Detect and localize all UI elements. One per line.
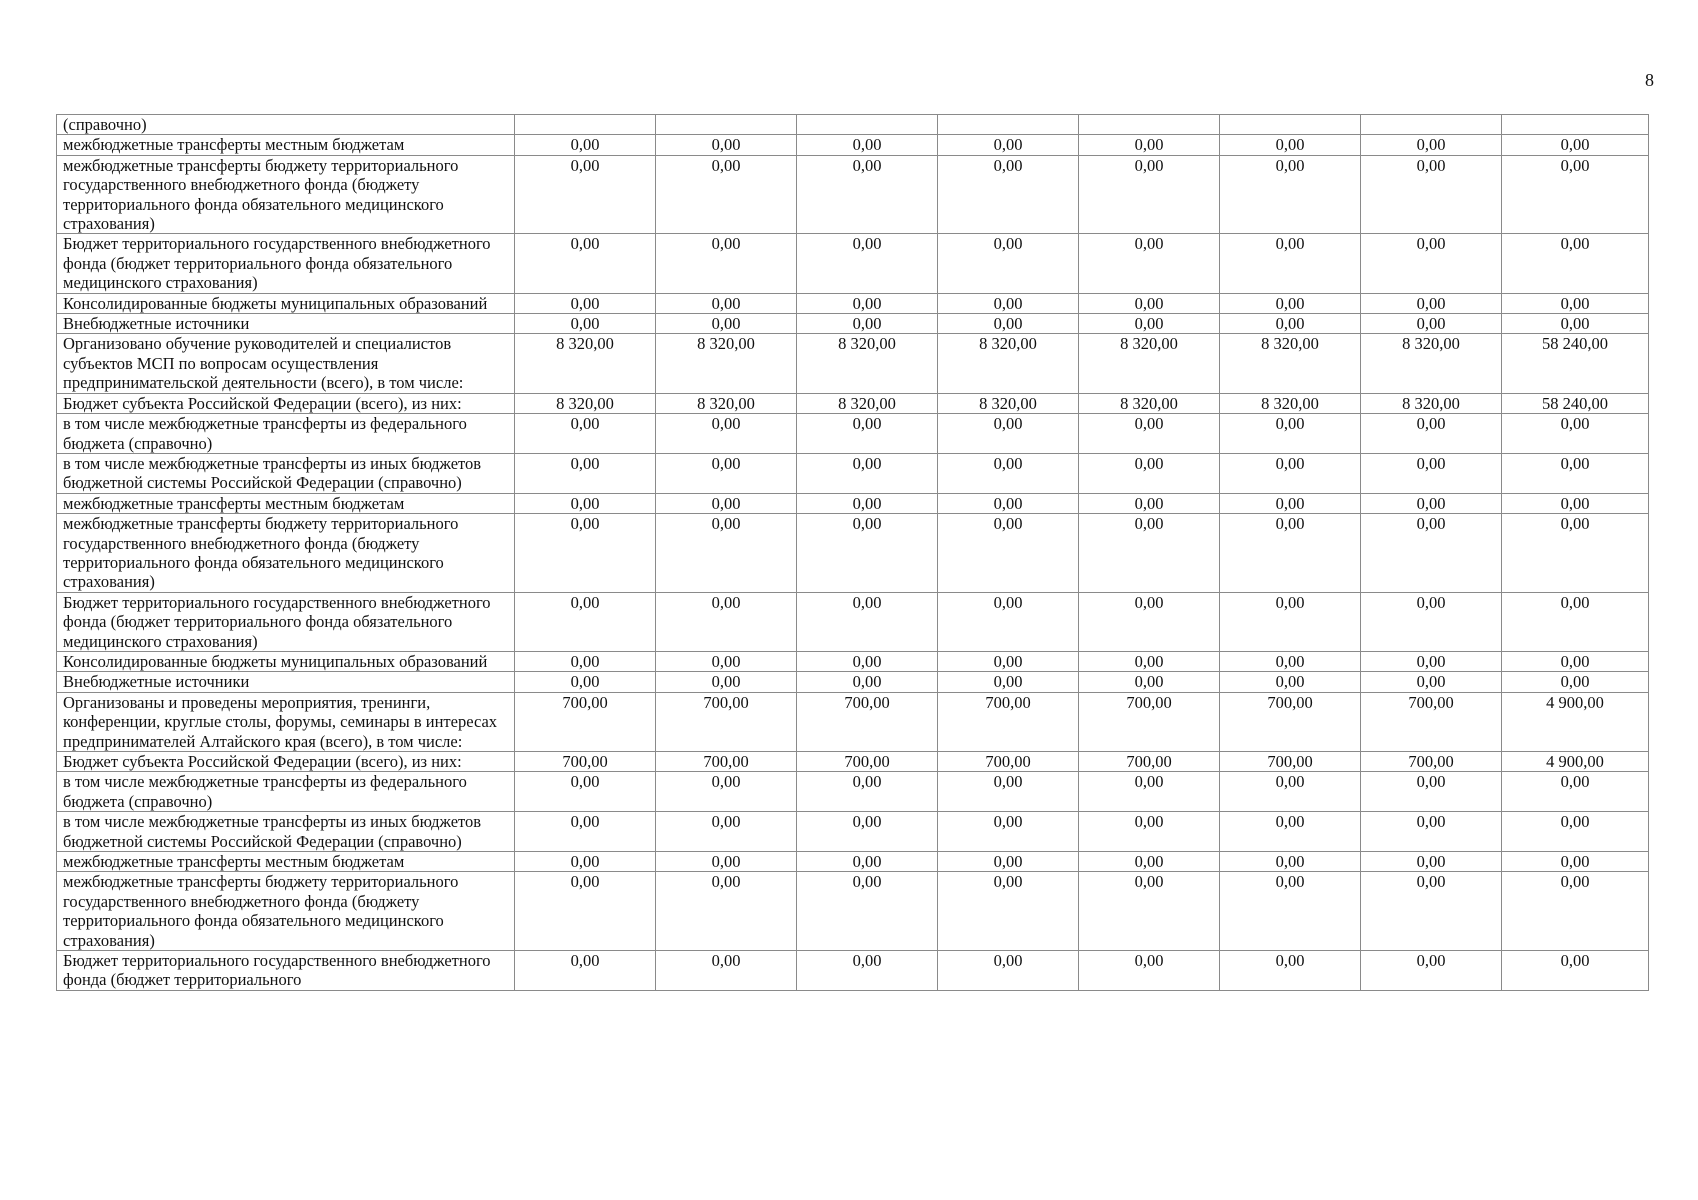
table-row	[57, 514, 1649, 593]
value-cell: 0,00	[656, 314, 797, 334]
value-cell: 0,00	[515, 592, 656, 651]
value-cell: 700,00	[1220, 752, 1361, 772]
table-row	[57, 234, 1649, 293]
row-label: в том числе межбюджетные трансферты из иных бюджетов бюджетной системы Российской Федерации (справочно)	[57, 812, 515, 852]
value-cell: 0,00	[515, 951, 656, 991]
value-cell: 0,00	[797, 812, 938, 852]
row-label: межбюджетные трансферты бюджету территориального государственного внебюджетного фонда (бюджету территориального фонда обязательного медицинского страхования)	[57, 514, 515, 593]
value-cell: 0,00	[656, 493, 797, 513]
value-cell: 8 320,00	[797, 393, 938, 413]
value-cell: 0,00	[797, 493, 938, 513]
table-row	[57, 772, 1649, 812]
value-cell: 0,00	[938, 772, 1079, 812]
value-cell: 0,00	[938, 592, 1079, 651]
row-label: межбюджетные трансферты бюджету территориального государственного внебюджетного фонда (бюджету территориального фонда обязательного медицинского страхования)	[57, 155, 515, 234]
value-cell: 0,00	[1361, 672, 1502, 692]
value-cell: 0,00	[938, 514, 1079, 593]
value-cell: 0,00	[656, 234, 797, 293]
table-row	[57, 872, 1649, 951]
row-label: межбюджетные трансферты местным бюджетам	[57, 852, 515, 872]
page-number: 8	[1645, 70, 1654, 90]
value-cell: 0,00	[1220, 812, 1361, 852]
table-row	[57, 672, 1649, 692]
table-row	[57, 314, 1649, 334]
value-cell: 8 320,00	[1361, 334, 1502, 393]
table-row	[57, 651, 1649, 671]
total-cell: 0,00	[1502, 812, 1649, 852]
table-row	[57, 852, 1649, 872]
total-cell: 0,00	[1502, 772, 1649, 812]
value-cell: 700,00	[1079, 752, 1220, 772]
value-cell: 0,00	[1079, 514, 1220, 593]
value-cell: 0,00	[1079, 651, 1220, 671]
row-label: (справочно)	[57, 115, 515, 135]
table-row	[57, 115, 1649, 135]
total-cell: 0,00	[1502, 872, 1649, 951]
table-row	[57, 692, 1649, 751]
value-cell	[1079, 115, 1220, 135]
value-cell: 0,00	[1361, 234, 1502, 293]
value-cell: 0,00	[1220, 493, 1361, 513]
value-cell: 0,00	[656, 852, 797, 872]
total-cell: 0,00	[1502, 155, 1649, 234]
value-cell: 0,00	[1220, 414, 1361, 454]
total-cell: 0,00	[1502, 414, 1649, 454]
value-cell: 8 320,00	[1079, 334, 1220, 393]
value-cell: 0,00	[1361, 852, 1502, 872]
value-cell: 0,00	[797, 414, 938, 454]
value-cell: 0,00	[797, 314, 938, 334]
value-cell: 0,00	[797, 672, 938, 692]
value-cell	[938, 115, 1079, 135]
table-row	[57, 951, 1649, 991]
value-cell: 8 320,00	[515, 334, 656, 393]
value-cell: 0,00	[1361, 651, 1502, 671]
value-cell: 0,00	[1220, 672, 1361, 692]
row-label: Бюджет территориального государственного внебюджетного фонда (бюджет территориального фонда обязательного медицинского страхования)	[57, 234, 515, 293]
value-cell: 0,00	[656, 592, 797, 651]
value-cell: 0,00	[1220, 852, 1361, 872]
value-cell: 0,00	[656, 812, 797, 852]
value-cell: 0,00	[1361, 314, 1502, 334]
total-cell: 0,00	[1502, 514, 1649, 593]
table-row	[57, 493, 1649, 513]
value-cell: 0,00	[938, 453, 1079, 493]
value-cell: 0,00	[1079, 772, 1220, 812]
value-cell: 0,00	[1079, 872, 1220, 951]
value-cell: 0,00	[1079, 234, 1220, 293]
value-cell: 0,00	[1079, 852, 1220, 872]
value-cell: 0,00	[1220, 314, 1361, 334]
value-cell: 8 320,00	[1220, 334, 1361, 393]
value-cell: 0,00	[797, 592, 938, 651]
value-cell: 0,00	[1079, 155, 1220, 234]
value-cell: 0,00	[515, 453, 656, 493]
value-cell: 0,00	[938, 314, 1079, 334]
value-cell: 700,00	[515, 692, 656, 751]
value-cell: 0,00	[797, 514, 938, 593]
value-cell	[515, 115, 656, 135]
value-cell: 0,00	[797, 951, 938, 991]
value-cell: 0,00	[938, 293, 1079, 313]
row-label: Консолидированные бюджеты муниципальных образований	[57, 651, 515, 671]
value-cell: 0,00	[1220, 155, 1361, 234]
value-cell: 0,00	[938, 812, 1079, 852]
value-cell: 700,00	[938, 752, 1079, 772]
value-cell	[1220, 115, 1361, 135]
value-cell	[656, 115, 797, 135]
value-cell: 0,00	[797, 453, 938, 493]
value-cell: 0,00	[1220, 514, 1361, 593]
value-cell: 700,00	[938, 692, 1079, 751]
total-cell	[1502, 115, 1649, 135]
table-row	[57, 812, 1649, 852]
table-row	[57, 592, 1649, 651]
row-label: в том числе межбюджетные трансферты из иных бюджетов бюджетной системы Российской Федерации (справочно)	[57, 453, 515, 493]
value-cell: 0,00	[515, 414, 656, 454]
value-cell: 0,00	[515, 234, 656, 293]
row-label: межбюджетные трансферты местным бюджетам	[57, 493, 515, 513]
value-cell: 0,00	[797, 852, 938, 872]
value-cell: 0,00	[797, 234, 938, 293]
value-cell: 0,00	[1220, 293, 1361, 313]
value-cell: 0,00	[1361, 453, 1502, 493]
value-cell: 0,00	[797, 135, 938, 155]
value-cell: 700,00	[1079, 692, 1220, 751]
value-cell: 0,00	[1361, 155, 1502, 234]
value-cell: 0,00	[515, 155, 656, 234]
value-cell: 0,00	[1220, 651, 1361, 671]
table-body	[57, 115, 1649, 991]
value-cell: 0,00	[515, 772, 656, 812]
row-label: Консолидированные бюджеты муниципальных образований	[57, 293, 515, 313]
table-row	[57, 393, 1649, 413]
value-cell: 0,00	[797, 293, 938, 313]
value-cell: 8 320,00	[656, 334, 797, 393]
total-cell: 58 240,00	[1502, 334, 1649, 393]
value-cell: 0,00	[515, 314, 656, 334]
value-cell: 8 320,00	[797, 334, 938, 393]
value-cell: 700,00	[1361, 752, 1502, 772]
value-cell: 0,00	[938, 951, 1079, 991]
value-cell: 0,00	[1220, 772, 1361, 812]
value-cell: 0,00	[1079, 414, 1220, 454]
value-cell: 0,00	[938, 872, 1079, 951]
budget-table	[56, 114, 1649, 991]
value-cell: 8 320,00	[656, 393, 797, 413]
value-cell: 8 320,00	[515, 393, 656, 413]
value-cell: 0,00	[1220, 951, 1361, 991]
value-cell: 0,00	[515, 651, 656, 671]
value-cell: 700,00	[1361, 692, 1502, 751]
value-cell	[797, 115, 938, 135]
value-cell: 0,00	[1361, 414, 1502, 454]
value-cell: 0,00	[1361, 812, 1502, 852]
value-cell: 0,00	[1079, 672, 1220, 692]
row-label: Бюджет субъекта Российской Федерации (всего), из них:	[57, 393, 515, 413]
table-row	[57, 453, 1649, 493]
row-label: в том числе межбюджетные трансферты из федерального бюджета (справочно)	[57, 772, 515, 812]
value-cell	[1361, 115, 1502, 135]
value-cell: 0,00	[1079, 453, 1220, 493]
value-cell: 0,00	[656, 651, 797, 671]
value-cell: 0,00	[938, 852, 1079, 872]
value-cell: 0,00	[656, 514, 797, 593]
row-label: Бюджет субъекта Российской Федерации (всего), из них:	[57, 752, 515, 772]
value-cell: 700,00	[515, 752, 656, 772]
value-cell: 0,00	[1361, 772, 1502, 812]
value-cell: 0,00	[1079, 592, 1220, 651]
value-cell: 0,00	[1220, 135, 1361, 155]
value-cell: 0,00	[656, 672, 797, 692]
value-cell: 0,00	[515, 493, 656, 513]
total-cell: 0,00	[1502, 314, 1649, 334]
value-cell: 0,00	[1361, 951, 1502, 991]
value-cell: 0,00	[797, 155, 938, 234]
total-cell: 0,00	[1502, 453, 1649, 493]
value-cell: 0,00	[1361, 872, 1502, 951]
value-cell: 0,00	[515, 293, 656, 313]
value-cell: 0,00	[797, 651, 938, 671]
value-cell: 0,00	[1079, 293, 1220, 313]
total-cell: 0,00	[1502, 592, 1649, 651]
row-label: в том числе межбюджетные трансферты из федерального бюджета (справочно)	[57, 414, 515, 454]
value-cell: 0,00	[656, 872, 797, 951]
value-cell: 0,00	[1220, 453, 1361, 493]
value-cell: 700,00	[656, 692, 797, 751]
total-cell: 0,00	[1502, 234, 1649, 293]
value-cell: 0,00	[656, 293, 797, 313]
total-cell: 0,00	[1502, 293, 1649, 313]
value-cell: 0,00	[656, 772, 797, 812]
row-label: Бюджет территориального государственного внебюджетного фонда (бюджет территориального фонда обязательного медицинского страхования)	[57, 592, 515, 651]
value-cell: 700,00	[656, 752, 797, 772]
row-label: Организованы и проведены мероприятия, тренинги, конференции, круглые столы, форумы, семинары в интересах предпринимателей Алтайского края (всего), в том числе:	[57, 692, 515, 751]
value-cell: 700,00	[797, 692, 938, 751]
value-cell: 0,00	[656, 453, 797, 493]
value-cell: 0,00	[656, 414, 797, 454]
value-cell: 0,00	[515, 135, 656, 155]
table-row	[57, 135, 1649, 155]
value-cell: 0,00	[1361, 514, 1502, 593]
value-cell: 0,00	[515, 812, 656, 852]
table-row	[57, 334, 1649, 393]
table-row	[57, 293, 1649, 313]
value-cell: 0,00	[1361, 135, 1502, 155]
value-cell: 0,00	[1220, 234, 1361, 293]
table-row	[57, 414, 1649, 454]
value-cell: 8 320,00	[1220, 393, 1361, 413]
value-cell: 0,00	[1079, 314, 1220, 334]
value-cell: 0,00	[656, 951, 797, 991]
value-cell: 0,00	[1220, 592, 1361, 651]
row-label: межбюджетные трансферты местным бюджетам	[57, 135, 515, 155]
value-cell: 0,00	[797, 772, 938, 812]
value-cell: 0,00	[938, 493, 1079, 513]
value-cell: 0,00	[656, 155, 797, 234]
total-cell: 0,00	[1502, 651, 1649, 671]
value-cell: 0,00	[1220, 872, 1361, 951]
total-cell: 4 900,00	[1502, 752, 1649, 772]
value-cell: 0,00	[938, 414, 1079, 454]
table-row	[57, 752, 1649, 772]
total-cell: 0,00	[1502, 951, 1649, 991]
row-label: Внебюджетные источники	[57, 672, 515, 692]
value-cell: 0,00	[1079, 951, 1220, 991]
value-cell: 0,00	[797, 872, 938, 951]
value-cell: 0,00	[938, 234, 1079, 293]
value-cell: 0,00	[515, 872, 656, 951]
value-cell: 0,00	[938, 135, 1079, 155]
value-cell: 700,00	[797, 752, 938, 772]
row-label: Бюджет территориального государственного внебюджетного фонда (бюджет территориального	[57, 951, 515, 991]
value-cell: 0,00	[515, 852, 656, 872]
value-cell: 8 320,00	[1079, 393, 1220, 413]
value-cell: 0,00	[938, 155, 1079, 234]
value-cell: 0,00	[515, 672, 656, 692]
total-cell: 0,00	[1502, 493, 1649, 513]
value-cell: 0,00	[515, 514, 656, 593]
value-cell: 0,00	[1361, 293, 1502, 313]
value-cell: 0,00	[656, 135, 797, 155]
value-cell: 0,00	[1079, 812, 1220, 852]
table-row	[57, 155, 1649, 234]
row-label: Организовано обучение руководителей и специалистов субъектов МСП по вопросам осуществления предпринимательской деятельности (всего), в том числе:	[57, 334, 515, 393]
total-cell: 0,00	[1502, 852, 1649, 872]
row-label: межбюджетные трансферты бюджету территориального государственного внебюджетного фонда (бюджету территориального фонда обязательного медицинского страхования)	[57, 872, 515, 951]
value-cell: 8 320,00	[1361, 393, 1502, 413]
total-cell: 4 900,00	[1502, 692, 1649, 751]
value-cell: 0,00	[1361, 493, 1502, 513]
total-cell: 58 240,00	[1502, 393, 1649, 413]
value-cell: 8 320,00	[938, 393, 1079, 413]
value-cell: 8 320,00	[938, 334, 1079, 393]
total-cell: 0,00	[1502, 672, 1649, 692]
value-cell: 0,00	[1079, 493, 1220, 513]
row-label: Внебюджетные источники	[57, 314, 515, 334]
value-cell: 0,00	[1079, 135, 1220, 155]
value-cell: 0,00	[938, 672, 1079, 692]
value-cell: 0,00	[1361, 592, 1502, 651]
value-cell: 700,00	[1220, 692, 1361, 751]
value-cell: 0,00	[938, 651, 1079, 671]
total-cell: 0,00	[1502, 135, 1649, 155]
